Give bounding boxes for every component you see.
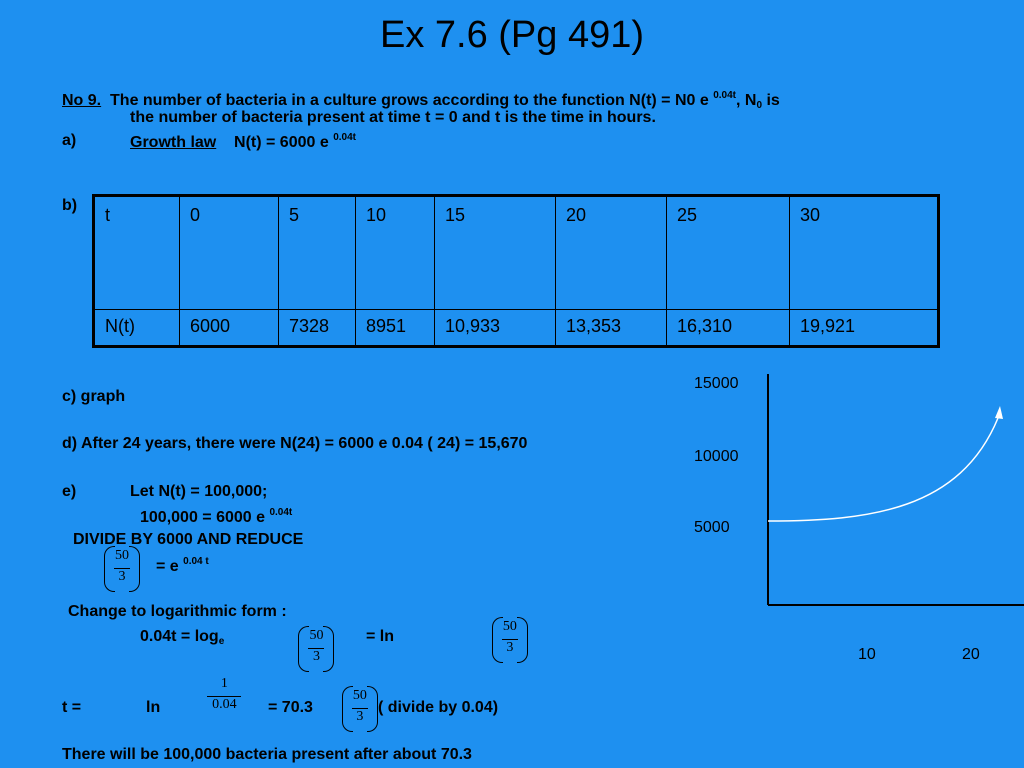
table-cell: 5 <box>279 196 356 310</box>
fraction-numerator: 50 <box>502 619 517 634</box>
equation-exponent: 0.04t <box>269 507 293 518</box>
problem-exponent: 0.04t <box>713 90 736 101</box>
y-tick-label: 15000 <box>694 375 739 392</box>
log-base: e <box>218 636 225 647</box>
fraction-denominator: 0.04 <box>212 697 237 712</box>
table-cell: 7328 <box>279 310 356 347</box>
y-tick-label: 10000 <box>694 448 739 465</box>
part-b-label: b) <box>62 197 78 214</box>
growth-law-formula: N(t) = 6000 e <box>234 134 329 151</box>
part-e-line-2 <box>140 507 292 527</box>
problem-is: is <box>762 92 780 109</box>
table-cell: 20 <box>556 196 667 310</box>
problem-n0-sub: 0 <box>756 100 763 111</box>
problem-n0: , N <box>736 92 757 109</box>
table-cell: 19,921 <box>790 310 939 347</box>
table-cell: N(t) <box>94 310 180 347</box>
table-cell: 13,353 <box>556 310 667 347</box>
fraction-numerator: 1 <box>220 676 228 691</box>
table-cell: 15 <box>435 196 556 310</box>
table-cell: 25 <box>667 196 790 310</box>
y-tick-label: 5000 <box>694 519 730 536</box>
fraction-numerator: 50 <box>115 548 129 563</box>
fraction-50-3 <box>492 617 528 661</box>
fraction-denominator: 3 <box>356 709 364 724</box>
part-a-label: a) <box>62 132 77 149</box>
equation-text: = e <box>156 558 179 575</box>
table-cell: 16,310 <box>667 310 790 347</box>
part-e-line-4 <box>156 556 209 576</box>
conclusion-text: There will be 100,000 bacteria present after about 70.3 <box>62 746 472 763</box>
part-c-label: c) graph <box>62 388 126 405</box>
t-ln: ln <box>146 699 161 716</box>
t-result: = 70.3 <box>268 699 313 716</box>
growth-graph <box>760 360 1024 620</box>
fraction-numerator: 50 <box>309 628 324 643</box>
part-a-law <box>130 132 356 152</box>
equation-exponent: 0.04 t <box>183 556 209 567</box>
x-tick-label: 20 <box>962 646 980 663</box>
growth-law-label: Growth law <box>130 134 217 151</box>
equation-text: 0.04t = log <box>140 628 219 645</box>
part-e-line-6 <box>140 628 224 647</box>
table-cell: 6000 <box>180 310 279 347</box>
fraction-1-over-0.04 <box>207 676 241 720</box>
fraction-denominator: 3 <box>506 640 514 655</box>
table-row-nt <box>94 310 939 347</box>
problem-line-2: the number of bacteria present at time t = 0 and t is the time in hours. <box>130 109 656 126</box>
part-d-text: d) After 24 years, there were N(24) = 6000 e 0.04 ( 24) = 15,670 <box>62 435 528 452</box>
part-e-line-5: Change to logarithmic form : <box>68 603 287 620</box>
part-e-line-1: Let N(t) = 100,000; <box>130 483 268 500</box>
problem-label: No 9. <box>62 92 102 109</box>
part-e-line-3: DIVIDE BY 6000 AND REDUCE <box>73 531 304 548</box>
table-cell: 8951 <box>356 310 435 347</box>
table-cell: 10 <box>356 196 435 310</box>
table-cell: t <box>94 196 180 310</box>
fraction-50-3 <box>342 686 378 730</box>
part-e-label: e) <box>62 483 77 500</box>
data-table <box>92 194 940 348</box>
x-tick-label: 10 <box>858 646 876 663</box>
fraction-50-3 <box>298 626 334 670</box>
table-cell: 0 <box>180 196 279 310</box>
t-label: t = <box>62 699 82 716</box>
table-row-t <box>94 196 939 310</box>
growth-law-exponent: 0.04t <box>333 132 356 143</box>
table-cell: 10,933 <box>435 310 556 347</box>
fraction-50-3 <box>104 546 140 590</box>
fraction-numerator: 50 <box>352 688 367 703</box>
fraction-denominator: 3 <box>118 569 126 584</box>
curve-arrow-icon <box>995 406 1003 419</box>
page-title: Ex 7.6 (Pg 491) <box>379 14 645 56</box>
fraction-denominator: 3 <box>312 649 320 664</box>
part-e-ln: = ln <box>366 628 395 645</box>
growth-curve <box>768 418 998 521</box>
equation-text: 100,000 = 6000 e <box>140 509 266 526</box>
problem-text: The number of bacteria in a culture grows according to the function N(t) = N0 e <box>110 92 709 109</box>
table-cell: 30 <box>790 196 939 310</box>
t-note: ( divide by 0.04) <box>378 699 499 716</box>
problem-line-1 <box>62 90 780 111</box>
